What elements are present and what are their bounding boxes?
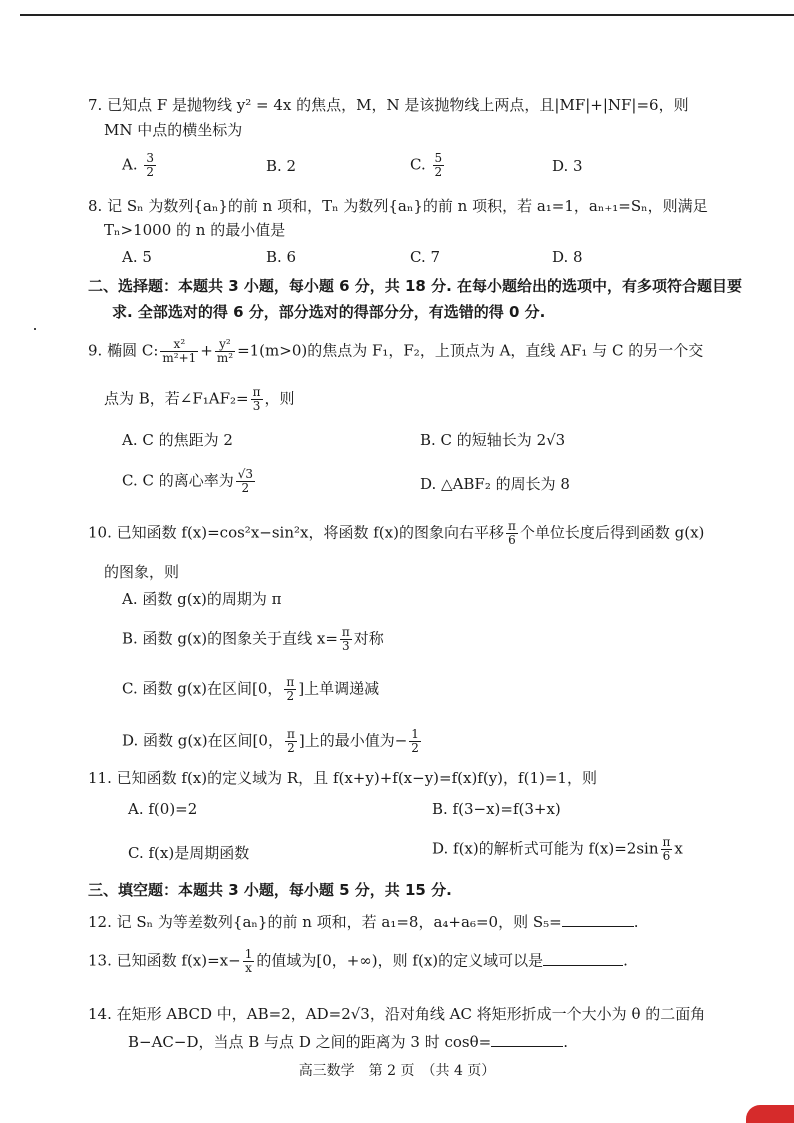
q7-option-a-fraction: $\frac{3}{2}$ <box>146 151 155 179</box>
scan-dot <box>34 328 36 330</box>
q13-stem: 13. 已知函数 f(x)=x− $\frac{1}{x}$ 的值域为[0，+∞)，则 f(x)的定义域可以是 . <box>88 947 628 975</box>
q9-option-c-fraction: $\frac{√3}{2}$ <box>237 467 254 495</box>
q11-option-c: C. f(x)是周期函数 <box>128 844 250 862</box>
q10-shift-fraction: $\frac{\pi}{6}$ <box>507 519 516 547</box>
q7-stem-cont: MN 中点的横坐标为 <box>104 121 243 139</box>
q7-option-a: A. $\frac{3}{2}$ <box>122 151 155 179</box>
q10-option-d-fraction: $\frac{\pi}{2}$ <box>286 727 295 755</box>
q8-option-c: C. 7 <box>410 248 441 266</box>
q8-option-b: B. 6 <box>266 248 297 266</box>
q11-option-d-fraction: $\frac{\pi}{6}$ <box>662 835 671 863</box>
q10-option-d: D. 函数 g(x)在区间[0， $\frac{\pi}{2}$ ]上的最小值为− $\frac{1}{2}$ <box>122 727 419 755</box>
q13-fraction: $\frac{1}{x}$ <box>244 947 253 975</box>
top-rule <box>20 14 794 16</box>
q14-stem-cont: B−AC−D，当点 B 与点 D 之间的距离为 3 时 cosθ= . <box>128 1033 568 1051</box>
q10-option-a: A. 函数 g(x)的周期为 π <box>122 590 282 608</box>
q9-fraction-y: $\frac{\text{y²}}{\text{m²}}$ <box>216 337 234 365</box>
q11-option-a: A. f(0)=2 <box>128 800 198 818</box>
q7-stem: 7. 已知点 F 是抛物线 y² = 4x 的焦点，M，N 是该抛物线上两点，且|MF|+|NF|=6，则 <box>88 96 689 114</box>
q7-option-d: D. 3 <box>552 157 583 175</box>
page-footer: 高三数学 第 2 页 （共 4 页） <box>298 1063 496 1079</box>
q9-option-c: C. C 的离心率为 $\frac{√3}{2}$ <box>122 467 254 495</box>
q10-option-c: C. 函数 g(x)在区间[0， $\frac{\pi}{2}$ ]上单调递减 <box>122 675 380 703</box>
q10-option-c-fraction: $\frac{\pi}{2}$ <box>286 675 295 703</box>
q10-option-b-fraction: $\frac{\pi}{3}$ <box>341 625 350 653</box>
q8-option-a: A. 5 <box>122 248 152 266</box>
q14-answer-blank[interactable] <box>491 1032 563 1047</box>
section2-heading-cont: 求. 全部选对的得 6 分，部分选对的得部分分，有选错的得 0 分. <box>112 303 546 321</box>
q11-option-b: B. f(3−x)=f(3+x) <box>432 800 561 818</box>
section3-heading: 三、填空题：本题共 3 小题，每小题 5 分，共 15 分. <box>88 881 452 899</box>
q9-angle-fraction: $\frac{\pi}{3}$ <box>252 385 261 413</box>
q9-option-a: A. C 的焦距为 2 <box>122 431 233 449</box>
q7-option-b: B. 2 <box>266 157 297 175</box>
q9-option-b: B. C 的短轴长为 2√3 <box>420 431 566 449</box>
q10-option-b: B. 函数 g(x)的图象关于直线 x= $\frac{\pi}{3}$ 对称 <box>122 625 384 653</box>
q9-option-d: D. △ABF₂ 的周长为 8 <box>420 475 570 493</box>
q9-fraction-x: $\frac{\text{x²}}{\text{m²+1}}$ <box>162 337 197 365</box>
q8-option-d: D. 8 <box>552 248 583 266</box>
q13-answer-blank[interactable] <box>543 951 623 966</box>
q9-stem: 9. 椭圆 C: $\frac{\text{x²}}{\text{m²+1}}$ + $\frac{\text{y²}}{\text{m²}}$ =1(m>0)的焦点为 F₁，F₂，上顶点为 A，直线 AF₁ 与 C 的另一个交 <box>88 337 704 365</box>
q8-stem: 8. 记 Sₙ 为数列{aₙ}的前 n 项和，Tₙ 为数列{aₙ}的前 n 项积，若 a₁=1，aₙ₊₁=Sₙ，则满足 <box>88 197 708 215</box>
q9-stem-cont: 点为 B，若∠F₁AF₂= $\frac{\pi}{3}$ ，则 <box>104 385 295 413</box>
section2-heading: 二、选择题：本题共 3 小题，每小题 6 分，共 18 分. 在每小题给出的选项中，有多项符合题目要 <box>88 277 743 295</box>
q10-option-d-value-fraction: $\frac{1}{2}$ <box>411 727 419 755</box>
q12-answer-blank[interactable] <box>562 912 634 927</box>
corner-stamp <box>746 1105 794 1123</box>
q12-stem: 12. 记 Sₙ 为等差数列{aₙ}的前 n 项和，若 a₁=8，a₄+a₆=0，则 S₅= . <box>88 913 639 931</box>
q7-option-c: C. $\frac{5}{2}$ <box>410 151 443 179</box>
q14-stem: 14. 在矩形 ABCD 中，AB=2，AD=2√3，沿对角线 AC 将矩形折成一个大小为 θ 的二面角 <box>88 1005 706 1023</box>
q8-stem-cont: Tₙ>1000 的 n 的最小值是 <box>104 221 286 239</box>
q7-option-c-fraction: $\frac{5}{2}$ <box>434 151 443 179</box>
q10-stem: 10. 已知函数 f(x)=cos²x−sin²x，将函数 f(x)的图象向右平移 $\frac{\pi}{6}$ 个单位长度后得到函数 g(x) <box>88 519 705 547</box>
q11-stem: 11. 已知函数 f(x)的定义域为 R，且 f(x+y)+f(x−y)=f(x)f(y)，f(1)=1，则 <box>88 769 597 787</box>
q11-option-d: D. f(x)的解析式可能为 f(x)=2sin $\frac{\pi}{6}$ x <box>432 835 683 863</box>
q10-stem-cont: 的图象，则 <box>104 563 180 581</box>
